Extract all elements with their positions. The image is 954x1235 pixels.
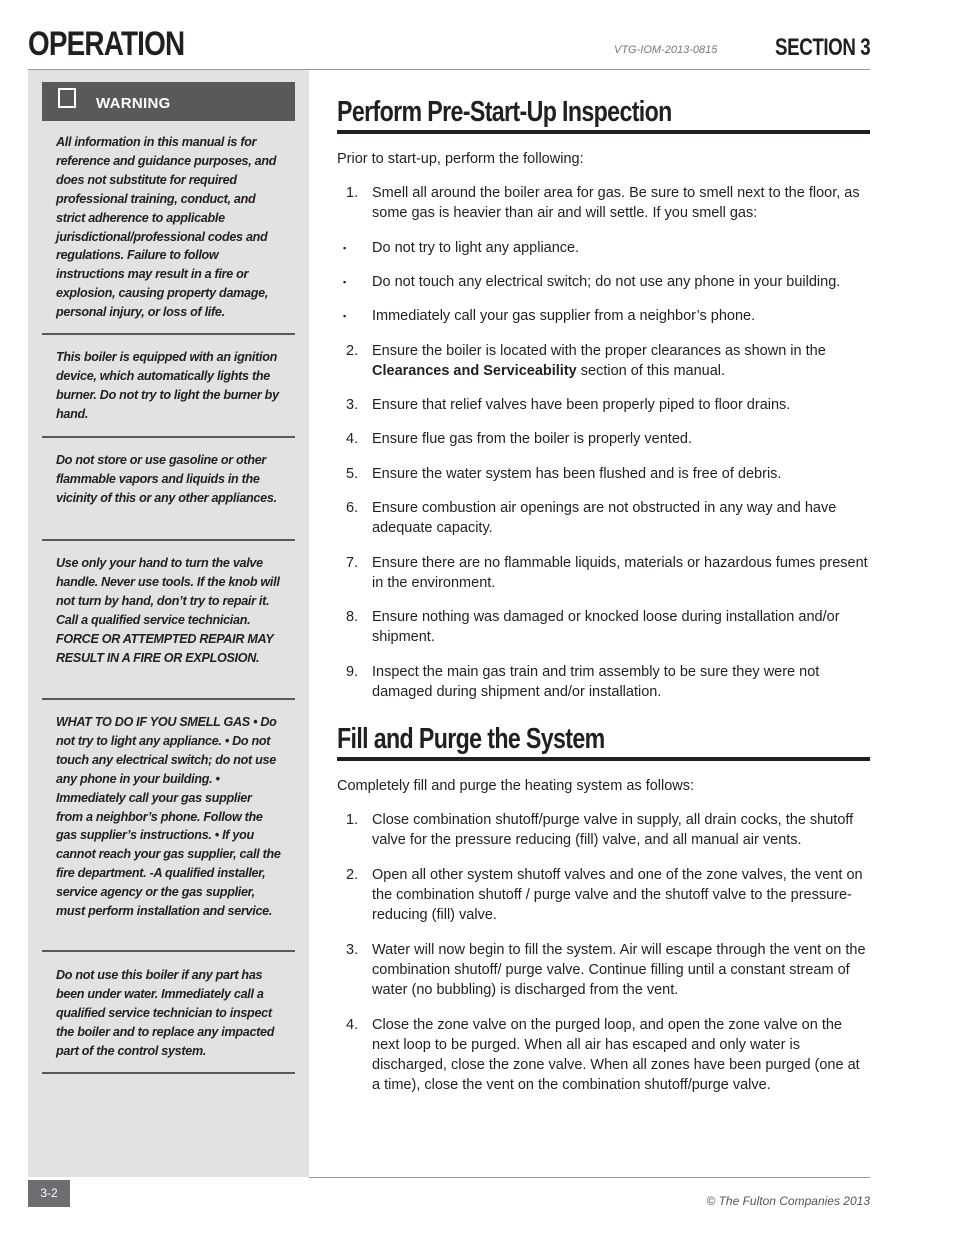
- list-text: Ensure flue gas from the boiler is properly vented.: [372, 431, 692, 447]
- list-text: Ensure there are no flammable liquids, materials or hazardous fumes present in the environment.: [372, 555, 868, 591]
- list-text: Open all other system shutoff valves and one of the zone valves, the vent on the combination shutoff / purge valve and the shutoff valve to the pressure-reducing (fill) valve.: [372, 867, 863, 923]
- warning-block-water: [42, 966, 295, 1074]
- warning-block-flammables: [42, 451, 295, 541]
- list-item: [337, 429, 870, 449]
- list-item: [337, 810, 870, 850]
- list-marker: 4.: [346, 1017, 359, 1033]
- warning-header: [42, 82, 295, 121]
- section-label: SECTION 3: [775, 34, 871, 61]
- list-marker: 1.: [346, 812, 359, 828]
- list-text: Ensure the water system has been flushed and is free of debris.: [372, 466, 782, 482]
- list-text: Water will now begin to fill the system. Air will escape through the vent on the combination shutoff/ purge valve. Continue filling until a constant stream of water (no bubbling) is discharged from the vent.: [372, 942, 866, 998]
- warning-text: Use only your hand to turn the valve handle. Never use tools. If the knob will not turn by hand, don’t try to repair it. Call a qualified service technician. FORCE OR ATTEMPTED REPAIR MAY RESULT IN A FIRE OR EXPLOSION.: [56, 556, 280, 665]
- inspection-intro: Prior to start-up, perform the following:: [337, 151, 584, 167]
- bullet-icon: ▪: [343, 277, 347, 287]
- list-item: [337, 464, 870, 484]
- bullet-icon: ▪: [343, 243, 347, 253]
- warning-label: WARNING: [96, 95, 171, 112]
- list-item: [337, 940, 870, 1000]
- warning-block-ignition: [42, 348, 295, 438]
- list-marker: 6.: [346, 500, 359, 516]
- list-marker: 4.: [346, 431, 359, 447]
- footer-divider: [309, 1177, 870, 1178]
- list-text: Immediately call your gas supplier from a neighbor’s phone.: [372, 308, 756, 324]
- list-marker: 8.: [346, 609, 359, 625]
- list-item: [337, 395, 870, 415]
- list-marker: 1.: [346, 185, 359, 201]
- list-marker: 3.: [346, 397, 359, 413]
- list-item: [337, 1015, 870, 1095]
- warning-block-valve: [42, 554, 295, 700]
- copyright: © The Fulton Companies 2013: [706, 1194, 870, 1208]
- warning-text: Do not use this boiler if any part has been under water. Immediately call a qualified service technician to inspect the boiler and to replace any impacted part of the control system.: [56, 968, 275, 1058]
- list-item: [337, 607, 870, 647]
- document-code: VTG-IOM-2013-0815: [614, 44, 718, 56]
- warning-text: WHAT TO DO IF YOU SMELL GAS • Do not try to light any appliance. • Do not touch any electrical switch; do not use any phone in your building. • Immediately call your gas supplier from a neighbor’s phone. Follow the gas supplier’s instructions. • If you cannot reach your gas supplier, call the fire department. -A qualified installer, service agency or the gas supplier, must perform installation and service.: [56, 715, 281, 919]
- bullet-icon: ▪: [343, 311, 347, 321]
- list-marker: 5.: [346, 466, 359, 482]
- list-text: Do not try to light any appliance.: [372, 240, 580, 256]
- list-item: [337, 498, 870, 538]
- list-marker: 2.: [346, 867, 359, 883]
- list-text: Ensure that relief valves have been properly piped to floor drains.: [372, 397, 791, 413]
- list-text: Do not touch any electrical switch; do not use any phone in your building.: [372, 274, 841, 290]
- list-text: Inspect the main gas train and trim assembly to be sure they were not damaged during shipment and/or installation.: [372, 664, 820, 700]
- list-item: [337, 272, 870, 292]
- purge-heading: Fill and Purge the System: [337, 721, 870, 761]
- list-marker: 3.: [346, 942, 359, 958]
- list-marker: 7.: [346, 555, 359, 571]
- page-title: OPERATION: [28, 25, 185, 63]
- list-item: [337, 238, 870, 258]
- warning-block-disclaimer: [42, 133, 295, 335]
- list-text: Ensure nothing was damaged or knocked loose during installation and/or shipment.: [372, 609, 840, 645]
- page-number: 3-2: [28, 1180, 70, 1207]
- warning-block-smell-gas: [42, 713, 295, 952]
- list-text: Ensure combustion air openings are not obstructed in any way and have adequate capacity.: [372, 500, 837, 536]
- warning-text: This boiler is equipped with an ignition device, which automatically lights the burner. Do not try to light the burner by hand.: [56, 350, 279, 421]
- list-marker: 2.: [346, 343, 359, 359]
- list-item: [337, 183, 870, 223]
- list-item: [337, 306, 870, 326]
- warning-text: Do not store or use gasoline or other flammable vapors and liquids in the vicinity of this or any other appliances.: [56, 453, 277, 505]
- list-text: Close the zone valve on the purged loop, and open the zone valve on the next loop to be purged. When all air has escaped and only water is discharged, close the zone valve. When all zones have been purged (one at a time), close the vent on the combination shutoff/purge valve.: [372, 1017, 860, 1093]
- list-text: Smell all around the boiler area for gas. Be sure to smell next to the floor, as some gas is heavier than air and will settle. If you smell gas:: [372, 185, 860, 221]
- list-item: [337, 662, 870, 702]
- list-item: [337, 341, 870, 381]
- list-item: [337, 553, 870, 593]
- list-text: Close combination shutoff/purge valve in supply, all drain cocks, the shutoff valve for the pressure reducing (fill) valve, and all manual air vents.: [372, 812, 854, 848]
- warning-text: All information in this manual is for reference and guidance purposes, and does not substitute for required professional training, conduct, and strict adherence to applicable jurisdictional/professional codes and regulations. Failure to follow instructions may result in a fire or explosion, causing property damage, personal injury, or loss of life.: [56, 135, 277, 320]
- list-text: Ensure the boiler is located with the proper clearances as shown in the Clearances and Serviceability section of this manual.: [372, 343, 826, 379]
- list-marker: 9.: [346, 664, 359, 680]
- clearances-reference: Clearances and Serviceability: [372, 363, 577, 379]
- purge-intro: Completely fill and purge the heating system as follows:: [337, 778, 695, 794]
- list-item: [337, 865, 870, 925]
- warning-square-icon: [58, 88, 76, 108]
- inspection-heading: Perform Pre-Start-Up Inspection: [337, 94, 870, 134]
